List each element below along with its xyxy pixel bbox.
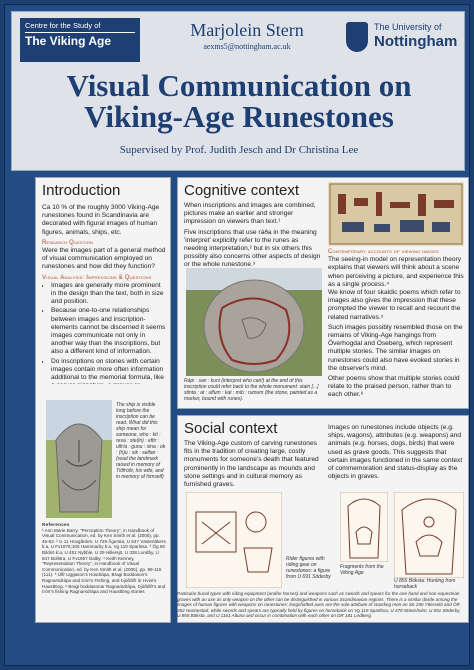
ship-stone-caption: The ship is visible long before the inscription can be read. What did this ship mean for someone, who : kti : resa : ste(in) : eftir : ulfr/a : gunu : sina : ok : (h)u : sik : selfan : (read the landmark raised in memory of Tiðfröðr, his wife, and in memory of himself) [116, 402, 166, 480]
cognitive-context-panel [177, 177, 469, 409]
poster [4, 4, 470, 666]
tapestry-image [328, 182, 464, 246]
supervisors: Supervised by Prof. Judith Jesch and Dr Christina Lee [119, 144, 359, 156]
analysis-list [42, 282, 166, 384]
list-item: • Because one-to-one relationships between images and inscription-elements cannot be discerned it seems images communicate not only in another way than the inscriptions, but also a different kind of information. [51, 307, 166, 356]
grave-goods-drawing [186, 492, 282, 588]
social-text-left: The Viking-Age custom of carving runestones fits in the tradition of creating large, costly monuments for someone's death that featured prominently in the landscape as mounds and stone settings and in cultural memory as furnished graves. [184, 440, 319, 488]
references: References ¹ Ann Marie Barry, "Perception Theory", in Handbook of Visual Communication, ed. by Ken Smith et al. (2005), pp. 45-62. ² U 11 Hovgården, U 729 Ågersta, U 847 Västerläkers k:a, U Fv1976;106 Harmnarby k:a, Vg 119 Sparlösa. ³ Ög 56 Bildsö k:a, U 451 Nybble, U 29 Hillersjö, U 328 Lundby, U 847 Bollöra, U Fv1957 Dalby. ⁴ Keith Kenney, "Representation Theory", in Handbook of Visual Communication, ed. by Ken Smith et al. (2005), pp. 99-115 (111). ⁵ Úlfr Uggason's Húsdrápa, Bragi Boddason's Ragnarsdrápa and Þórr's Fishing, and Þjóðólfr ór Hvini's Haustlöng. ⁶ Bragi boddasonar Ragnarsdrápa, Þjóðólfr's and Þórr's fishing Ragnarsdrápa and Haustlöng stories [42, 522, 166, 595]
introduction-heading: Introduction [42, 182, 121, 199]
runestone-photo [186, 268, 322, 376]
university-logo: The University of Nottingham [346, 20, 456, 58]
social-text-right: Images on runestones include objects (e.g. ships, wagons), attributes (e.g. weapons) and animals (e.g. horses, dogs, birds) that were used as grave goods. This suggests that certain images functioned in the same context of commemoration and status-display as the objects in graves. [328, 424, 463, 481]
burial-footnote: Particular burial types with riding equipment (and/or horses) and weapons such as swords and spears for the one hand and non-equestrian graves with an axe as only weapon on the other can be distinguished in various Scandinavian regions. There is a similar divide among the images of human figures with weapons on runestones: longshafted axes are the sole attribute of standing men on Sö 190 Ytterselö and ÖR 282 Hunnestad, while swords and spears are typically held by figures on horseback on Vg 119 Sparlösa, U 478 Stävisholm, U 691 Söderby, U 855 Böksta, and U 1161 Altuna and occur in combination with each other on DR 181 Ledberg. [177, 591, 461, 619]
figure-caption-1: Rider figures with riding gear on runestones: a figure from U 691 Söderby [286, 556, 331, 580]
rider-stone-drawing [340, 492, 388, 562]
viking-centre-logo: Centre for the Study of The Viking Age [20, 18, 140, 62]
poster-title: Visual Communication on Viking-Age Runestones [66, 68, 412, 134]
author-email: aexms5@nottingham.ac.uk [203, 42, 291, 51]
list-item: • Do inscriptions on stones with certain images contain more often information additional to the memorial formula, like [51, 358, 166, 384]
social-heading: Social context [184, 420, 278, 437]
figure-caption-3: U 855 Böksta: Hunting from horseback [394, 578, 456, 590]
poster-header [11, 11, 465, 171]
ship-runestone-photo [46, 400, 112, 518]
figure-caption-2: Fragments from the Viking Age [340, 564, 384, 576]
cognitive-text-left: When inscriptions and images are combined, pictures make an earlier and stronger impression on viewers than text.¹ Five inscriptions that use ráða in the meaning 'interpret' explicitly refer to the runes as needing interpretation,² but in six others this possibly also concerns other aspects of design or the whole runestone.³ [184, 202, 321, 269]
hunting-stone-drawing [394, 492, 464, 578]
runestone-caption: Rápi : san : kuni (interpret who can!) at the end of this inscription could refer back to the whole monument: stain [...] stinta : at : ulfum : kat : mib : rumum (the stone, painted as a marker, bound with runes). [184, 378, 319, 402]
cognitive-heading: Cognitive context [184, 182, 300, 199]
introduction-text: Ca 10 % of the roughly 3000 Viking-Age runestones found in Scandinavia are decorated with figural images of human figures, animals, ships, etc. Research Question Were the images part of a general method of visual communication employed on runestones and how did they function? Visual Analysis: Impressions & Questions • Images are generally more prominent in the design than the text, both in size and position. • Because one-to-one relationships between images and inscription-elements cannot be discerned it seems images communicate not only in another way than the inscriptions, but also a different kind of information. • Do inscriptions on stones with certain images contain more often information additional to the memorial formula, like [42, 204, 166, 384]
introduction-panel [35, 177, 171, 623]
crest-icon [346, 22, 368, 52]
cognitive-text-right: Contemporary accounts of viewing images The seeing-in model on representation theory explains that viewers will think about a scene when perceiving a picture, and experience this as a single process.⁴ We know of four skaldic poems which refer to images also gives the impression that these prompted the viewer to recall and recount the related narratives.⁵ Such images possibly resembled those on the remains of Viking-Age hangings from Överhogdal and Oseberg, which represent multiple stories. The similar images on runestones could also have evoked stories in the observer's mind. Other poems show that multiple stories could relate to the praised person, rather than to each other.⁶ [328, 249, 464, 399]
author-name: Marjolein Stern [190, 20, 304, 40]
list-item: • Images are generally more prominent in the design than the text, both in size and position. [51, 282, 166, 307]
